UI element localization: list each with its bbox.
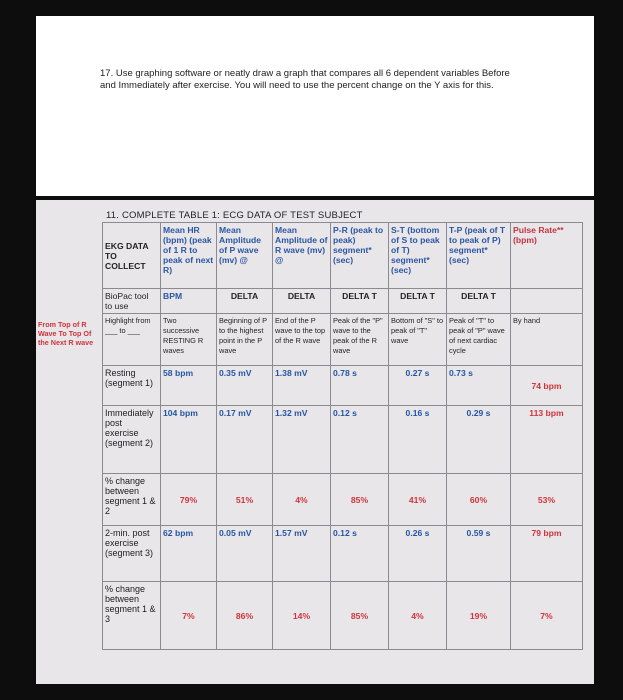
value-cell: 0.17 mV: [217, 406, 273, 474]
ecg-data-table: [102, 222, 583, 650]
percent-cell: 79%: [161, 474, 217, 526]
table-title: 11. COMPLETE TABLE 1: ECG DATA OF TEST SUBJECT: [106, 210, 363, 221]
value-cell: 58 bpm: [161, 366, 217, 406]
value-cell: 0.27 s: [389, 366, 447, 406]
table-row: [103, 474, 583, 526]
value-cell: 0.12 s: [331, 526, 389, 582]
header-p-amplitude: Mean Amplitude of P wave (mv) @: [217, 223, 273, 289]
header-tp: T-P (peak of T to peak of P) segment* (sec): [447, 223, 511, 289]
value-cell: 1.38 mV: [273, 366, 331, 406]
table-row: [103, 314, 583, 366]
percent-cell: 85%: [331, 582, 389, 650]
percent-cell: 19%: [447, 582, 511, 650]
percent-cell: 7%: [511, 582, 583, 650]
value-cell: 0.26 s: [389, 526, 447, 582]
value-cell: 0.59 s: [447, 526, 511, 582]
question-body: Use graphing software or neatly draw a graph that compares all 6 dependent variables Before and Immediately after exercise. You will need to use the percent change on the Y axis for this.: [100, 68, 510, 91]
biopac-label: BioPac tool to use: [103, 289, 161, 314]
table-row: [103, 526, 583, 582]
value-cell: 0.12 s: [331, 406, 389, 474]
worksheet-photo: [36, 200, 594, 684]
value-cell: 1.32 mV: [273, 406, 331, 474]
value-cell: 0.05 mV: [217, 526, 273, 582]
value-cell: 104 bpm: [161, 406, 217, 474]
value-cell: 0.16 s: [389, 406, 447, 474]
highlight-cell: Beginning of P to the highest point in the P wave: [217, 314, 273, 366]
question-card: [36, 16, 594, 196]
value-cell: 1.57 mV: [273, 526, 331, 582]
table-row: [103, 366, 583, 406]
percent-cell: 86%: [217, 582, 273, 650]
value-cell: 62 bpm: [161, 526, 217, 582]
header-ekg: EKG DATA TO COLLECT: [103, 223, 161, 289]
value-cell: 74 bpm: [511, 366, 583, 406]
highlight-cell: Peak of the "P" wave to the peak of the R wave: [331, 314, 389, 366]
biopac-cell: DELTA: [217, 289, 273, 314]
highlight-label: Highlight from ___ to ___: [103, 314, 161, 366]
side-note: From Top of R Wave To Top Of the Next R wave: [38, 320, 94, 347]
biopac-cell: DELTA T: [389, 289, 447, 314]
value-cell: 0.78 s: [331, 366, 389, 406]
highlight-cell: End of the P wave to the top of the R wave: [273, 314, 331, 366]
percent-cell: 85%: [331, 474, 389, 526]
header-pr: P-R (peak to peak) segment* (sec): [331, 223, 389, 289]
percent-cell: 41%: [389, 474, 447, 526]
value-cell: 79 bpm: [511, 526, 583, 582]
biopac-cell: DELTA T: [447, 289, 511, 314]
value-cell: 0.35 mV: [217, 366, 273, 406]
highlight-cell: By hand: [511, 314, 583, 366]
biopac-cell: [511, 289, 583, 314]
header-st: S-T (bottom of S to peak of T) segment* (sec): [389, 223, 447, 289]
percent-cell: 4%: [389, 582, 447, 650]
highlight-cell: Two successive RESTING R waves: [161, 314, 217, 366]
percent-cell: 7%: [161, 582, 217, 650]
question-number: 17.: [100, 68, 114, 79]
header-pulse: Pulse Rate** (bpm): [511, 223, 583, 289]
percent-cell: 4%: [273, 474, 331, 526]
row-label: % change between segment 1 & 3: [103, 582, 161, 650]
value-cell: 0.29 s: [447, 406, 511, 474]
table-row: [103, 582, 583, 650]
row-label: % change between segment 1 & 2: [103, 474, 161, 526]
value-cell: 113 bpm: [511, 406, 583, 474]
biopac-cell: DELTA: [273, 289, 331, 314]
header-r-amplitude: Mean Amplitude of R wave (mv) @: [273, 223, 331, 289]
row-label: Immediately post exercise (segment 2): [103, 406, 161, 474]
value-cell: 0.73 s: [447, 366, 511, 406]
highlight-cell: Bottom of "S" to peak of "T" wave: [389, 314, 447, 366]
percent-cell: 53%: [511, 474, 583, 526]
highlight-cell: Peak of "T" to peak of "P" wave of next cardiac cycle: [447, 314, 511, 366]
table-row: [103, 406, 583, 474]
row-label: Resting (segment 1): [103, 366, 161, 406]
percent-cell: 51%: [217, 474, 273, 526]
table-row: [103, 289, 583, 314]
biopac-cell: DELTA T: [331, 289, 389, 314]
percent-cell: 60%: [447, 474, 511, 526]
table-row: [103, 223, 583, 289]
header-mean-hr: Mean HR (bpm) (peak of 1 R to peak of next R): [161, 223, 217, 289]
question-text: [100, 68, 520, 92]
biopac-cell: BPM: [161, 289, 217, 314]
row-label: 2-min. post exercise (segment 3): [103, 526, 161, 582]
percent-cell: 14%: [273, 582, 331, 650]
